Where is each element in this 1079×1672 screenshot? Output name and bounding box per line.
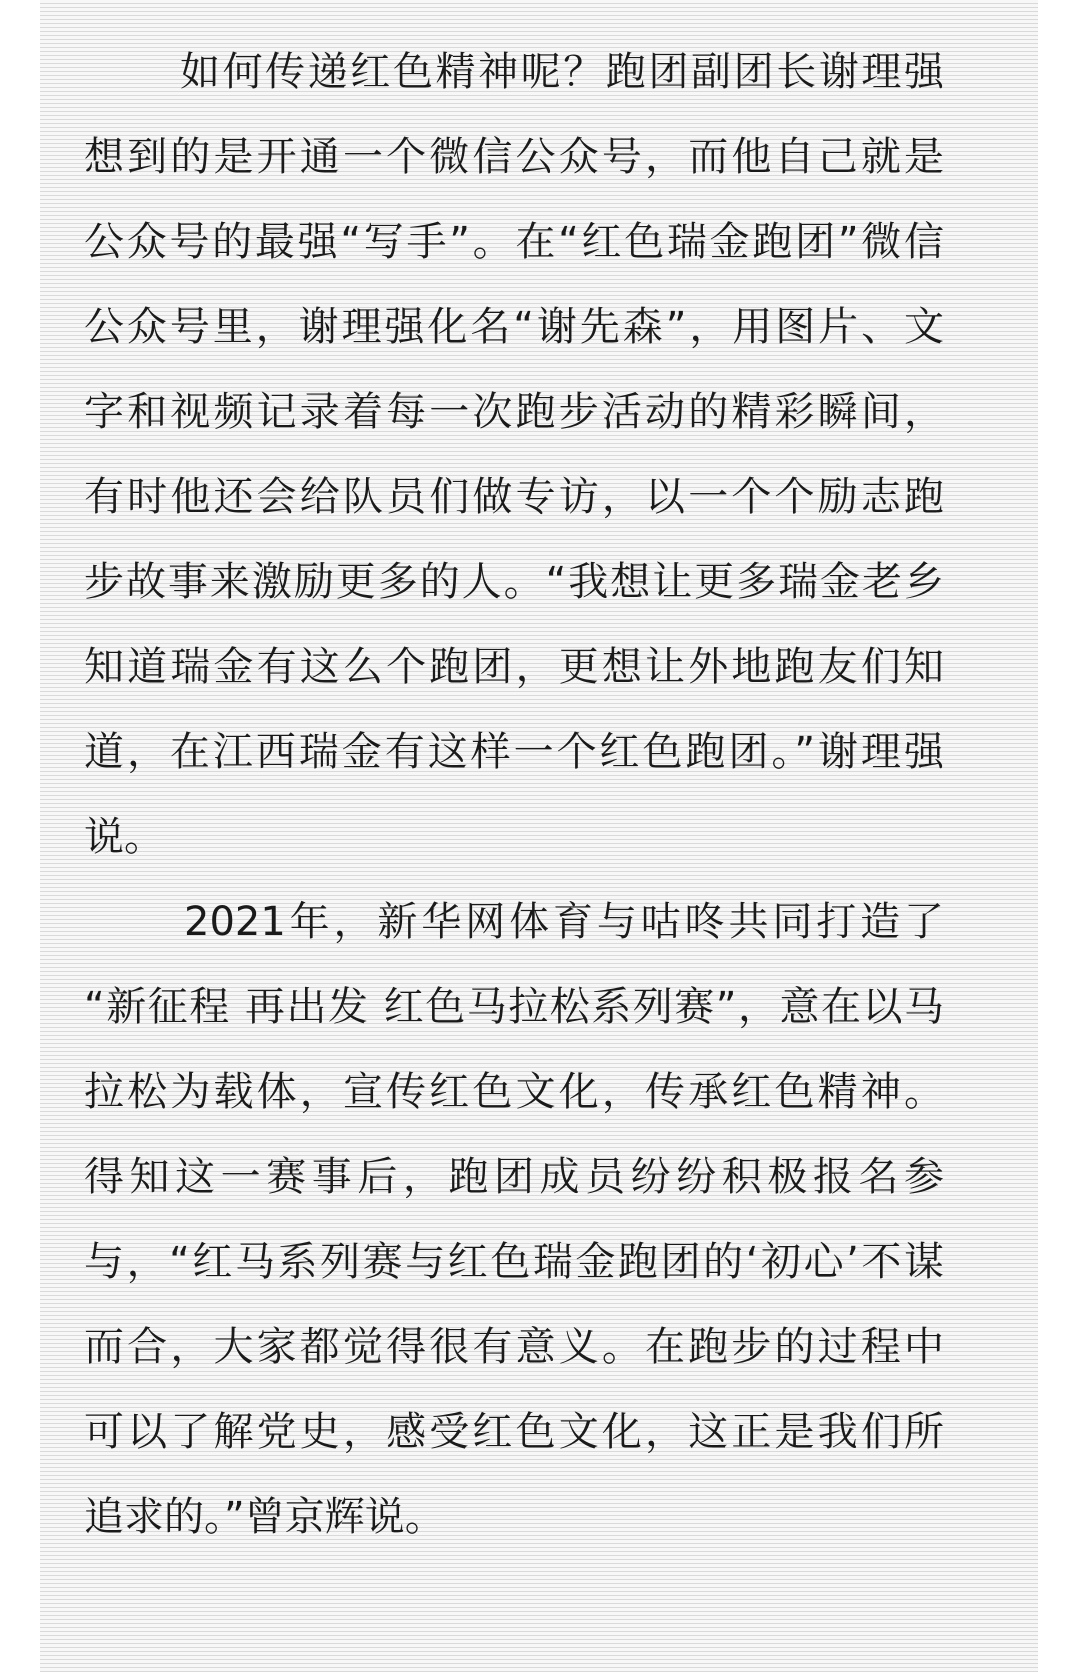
text-line: 说。	[84, 814, 164, 860]
text-line: “新征程 再出发 红色马拉松系列赛”，意在以马	[84, 984, 944, 1030]
text-line: 拉松为载体，宣传红色文化，传承红色精神。	[84, 1069, 944, 1115]
article-body	[84, 30, 944, 1560]
text-line: 2021年，新华网体育与咕咚共同打造了	[184, 899, 944, 945]
text-line: 如何传递红色精神呢？跑团副团长谢理强	[180, 49, 944, 95]
text-line: 追求的。”曾京辉说。	[84, 1494, 445, 1540]
paragraph	[84, 880, 944, 1560]
paragraph	[84, 30, 944, 880]
text-line: 步故事来激励更多的人。“我想让更多瑞金老乡	[84, 559, 944, 605]
text-line: 想到的是开通一个微信公众号，而他自己就是	[84, 134, 944, 180]
text-line: 公众号里，谢理强化名“谢先森”，用图片、文	[84, 304, 944, 350]
text-line: 而合，大家都觉得很有意义。在跑步的过程中	[84, 1324, 944, 1370]
text-line: 道，在江西瑞金有这样一个红色跑团。”谢理强	[84, 729, 944, 775]
document-page	[40, 0, 1038, 1672]
text-line: 知道瑞金有这么个跑团，更想让外地跑友们知	[84, 644, 944, 690]
text-line: 字和视频记录着每一次跑步活动的精彩瞬间，	[84, 389, 944, 435]
text-line: 可以了解党史，感受红色文化，这正是我们所	[84, 1409, 944, 1455]
text-line: 与，“红马系列赛与红色瑞金跑团的‘初心’不谋	[84, 1239, 944, 1285]
text-line: 有时他还会给队员们做专访，以一个个励志跑	[84, 474, 944, 520]
text-line: 公众号的最强“写手”。在“红色瑞金跑团”微信	[84, 219, 944, 265]
text-line: 得知这一赛事后，跑团成员纷纷积极报名参	[84, 1154, 944, 1200]
